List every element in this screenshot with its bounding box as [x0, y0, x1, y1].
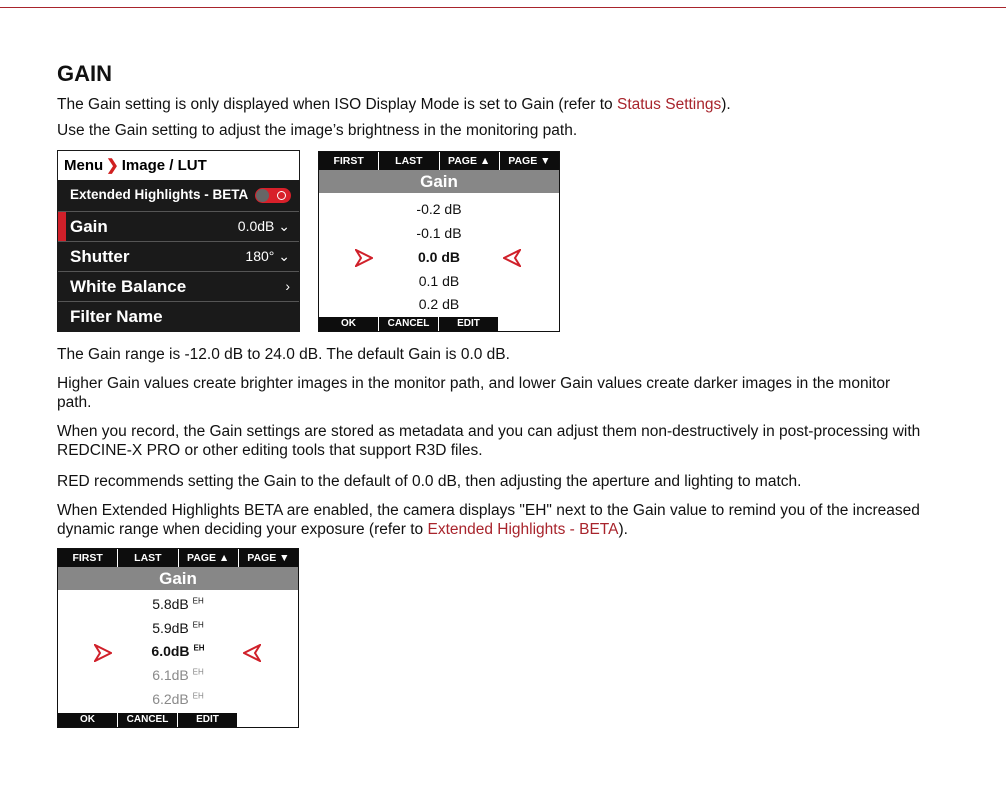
list-item[interactable]: -0.2 dB — [416, 201, 462, 217]
list-item[interactable]: 5.8dB $^{EH}$ — [152, 596, 204, 612]
body-paragraph-extended-highlights: When Extended Highlights BETA are enabled, the camera displays "EH" next to the Gain value to remind you of the increased dynamic range when deciding your exposure (refer to Extended Highlights - BETA). — [57, 502, 920, 538]
selection-left-arrow-icon — [503, 249, 521, 267]
body-paragraph-range: The Gain range is -12.0 dB to 24.0 dB. The default Gain is 0.0 dB. — [57, 346, 510, 363]
eh-badge: EH — [192, 691, 204, 701]
eh-badge: EH — [192, 667, 204, 677]
chevron-right-icon: ❯ — [106, 157, 119, 174]
header-rule — [0, 7, 1006, 8]
selector-nav — [58, 549, 298, 567]
selector-title: Gain — [58, 567, 298, 590]
breadcrumb-page: Image / LUT — [121, 157, 207, 174]
list-item[interactable]: 0.2 dB — [418, 296, 460, 312]
list-item[interactable]: 6.1dB $^{EH}$ — [152, 667, 204, 683]
breadcrumb — [58, 151, 299, 180]
first-button[interactable]: FIRST — [58, 549, 118, 567]
cancel-button[interactable]: CANCEL — [118, 713, 178, 727]
body-paragraph-recommendation: RED recommends setting the Gain to the default of 0.0 dB, then adjusting the aperture and lighting to match. — [57, 473, 802, 490]
menu-row-shutter[interactable]: Shutter 180° ⌄ — [58, 241, 299, 271]
selection-right-arrow-icon — [355, 249, 373, 267]
menu-row-gain[interactable]: Gain 0.0dB ⌄ — [58, 211, 299, 241]
last-button[interactable]: LAST — [379, 152, 439, 170]
selection-left-arrow-icon — [243, 644, 261, 662]
page-down-button[interactable]: PAGE ▼ — [508, 155, 551, 167]
eh-badge: EH — [192, 596, 204, 606]
eh-badge: EH — [192, 620, 204, 630]
page-up-button[interactable]: PAGE ▲ — [179, 549, 239, 567]
gain-selector-eh — [57, 548, 299, 728]
cancel-button[interactable]: CANCEL — [379, 317, 439, 331]
selector-nav — [319, 152, 559, 170]
list-item[interactable]: 6.2dB $^{EH}$ — [152, 691, 204, 707]
page-up-button[interactable]: PAGE ▲ — [440, 152, 500, 170]
menu-row-filter-name[interactable]: Filter Name — [58, 301, 299, 331]
edit-button[interactable]: EDIT — [457, 318, 480, 329]
gain-value: 0.0dB ⌄ — [237, 218, 290, 234]
chevron-right-icon: › — [285, 278, 290, 294]
body-paragraph-higher-gain: Higher Gain values create brighter images in the monitor path, and lower Gain values create darker images in the monitor path. — [57, 375, 891, 411]
ok-button[interactable]: OK — [319, 317, 379, 331]
list-item-selected[interactable]: 6.0dB $^{EH}$ — [151, 643, 205, 659]
menu-row-extended-highlights[interactable]: Extended Highlights - BETA — [58, 180, 299, 211]
image-lut-menu — [57, 150, 300, 332]
list-item[interactable]: 5.9dB $^{EH}$ — [152, 620, 204, 636]
breadcrumb-menu[interactable]: Menu — [64, 157, 104, 174]
intro-paragraph-2: Use the Gain setting to adjust the image’s brightness in the monitoring path. — [57, 122, 578, 139]
selector-actions — [58, 713, 237, 727]
eh-badge: EH — [193, 643, 205, 653]
extended-highlights-toggle[interactable] — [255, 188, 291, 203]
section-title: GAIN — [57, 61, 112, 86]
list-item[interactable]: 0.1 dB — [418, 273, 460, 289]
toggle-knob — [256, 189, 269, 202]
intro-paragraph-1: The Gain setting is only displayed when ISO Display Mode is set to Gain (refer to Status Settings). — [57, 96, 731, 113]
gain-selector-db — [318, 151, 560, 332]
selection-right-arrow-icon — [94, 644, 112, 662]
last-button[interactable]: LAST — [118, 549, 178, 567]
first-button[interactable]: FIRST — [319, 152, 379, 170]
page-down-button[interactable]: PAGE ▼ — [247, 552, 290, 564]
menu-row-white-balance[interactable]: White Balance › — [58, 271, 299, 301]
selector-actions — [319, 317, 498, 331]
body-paragraph-metadata: When you record, the Gain settings are stored as metadata and you can adjust them non-destructively in post-processing with REDCINE-X PRO or other editing tools that support R3D files. — [57, 423, 921, 459]
extended-highlights-link[interactable]: Extended Highlights - BETA — [427, 521, 619, 538]
ok-button[interactable]: OK — [58, 713, 118, 727]
list-item-selected[interactable]: 0.0 dB — [417, 249, 460, 265]
list-item[interactable]: -0.1 dB — [416, 225, 462, 241]
edit-button[interactable]: EDIT — [196, 714, 219, 725]
toggle-on-icon — [277, 191, 286, 200]
shutter-value: 180° ⌄ — [245, 248, 290, 264]
selector-title: Gain — [319, 170, 559, 193]
status-settings-link[interactable]: Status Settings — [616, 96, 722, 113]
